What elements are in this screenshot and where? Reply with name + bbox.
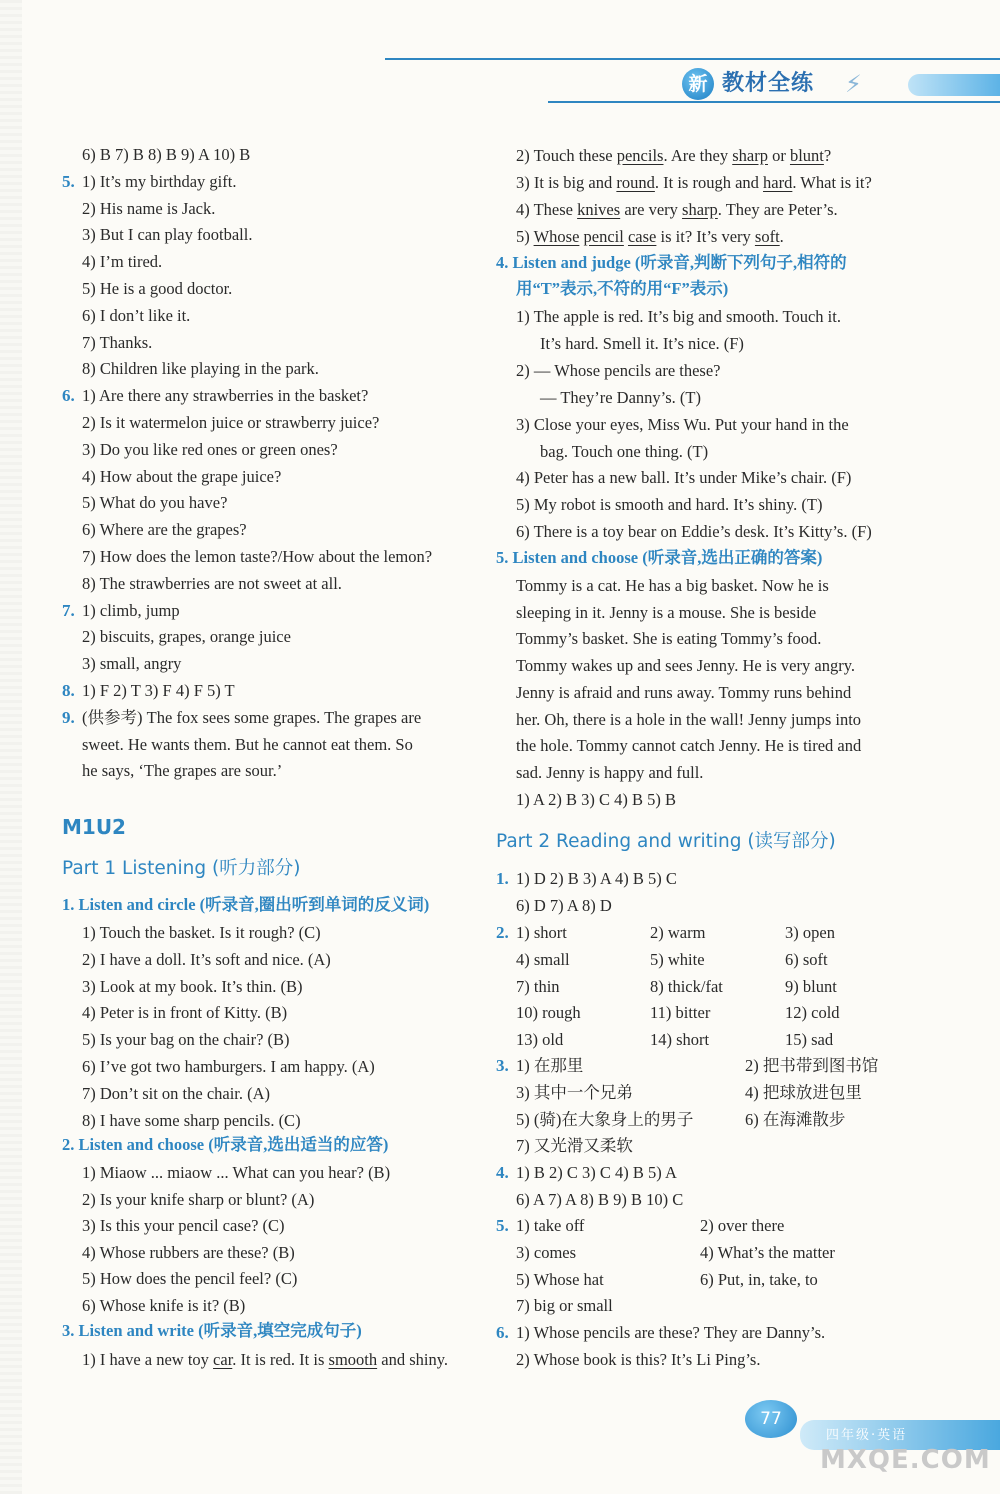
section-3-item-1: 1) I have a new toy car. It is red. It is smooth and shiny.: [82, 1350, 449, 1369]
answer-cell: 4) 把球放进包里: [745, 1082, 862, 1102]
list-item: 2) I have a doll. It’s soft and nice. (A): [82, 949, 331, 969]
question-number: 8.: [62, 681, 75, 700]
answer-line: 3) But I can play football.: [82, 225, 253, 245]
answer-cell: 15) sad: [785, 1030, 834, 1050]
answer-cell: 10) rough: [516, 1003, 581, 1023]
header-rule-bottom: [548, 101, 1000, 103]
section-3-heading: 3. Listen and write (听录音,填空完成句子): [62, 1321, 362, 1340]
list-item: 4) Peter has a new ball. It’s under Mike’s chair. (F): [516, 468, 852, 488]
lightning-icon: ⚡: [845, 70, 862, 98]
text-run: or: [767, 146, 790, 165]
answer-line: 1) F 2) T 3) F 4) F 5) T: [82, 681, 235, 700]
list-item: 5) Is your bag on the chair? (B): [82, 1030, 290, 1050]
filled-blank: hard: [763, 173, 793, 192]
text-run: . It is rough and: [654, 173, 764, 192]
answer-line: 7) Thanks.: [82, 332, 153, 352]
list-item: 3) Is this your pencil case? (C): [82, 1216, 285, 1236]
unit-heading: M1U2: [62, 815, 126, 839]
answer-line: 7) How does the lemon taste?/How about the lemon?: [82, 547, 433, 566]
passage-line: Jenny is afraid and runs away. Tommy runs behind: [516, 682, 852, 702]
question-number: 6.: [62, 386, 75, 406]
header-rule-top: [385, 58, 1000, 60]
answer-line: 6) D 7) A 8) D: [516, 895, 612, 915]
answer-line: [516, 173, 872, 193]
filled-blank: sharp: [732, 146, 768, 165]
answer-cell: 4) What’s the matter: [700, 1242, 835, 1262]
passage-line: 1) A 2) B 3) C 4) B 5) B: [516, 789, 676, 809]
answer-cell: 2) over there: [700, 1216, 785, 1235]
answer-cell: 2) warm: [650, 923, 706, 942]
answer-line: 1) D 2) B 3) A 4) B 5) C: [516, 869, 677, 888]
answer-cell: 13) old: [516, 1030, 564, 1050]
filled-blank: pencil: [583, 227, 624, 246]
question-number: 5.: [496, 1216, 509, 1235]
filled-blank: case: [627, 227, 657, 246]
watermark: MXQE.COM: [820, 1445, 991, 1475]
answer-line: 2) Is it watermelon juice or strawberry juice?: [82, 413, 380, 432]
text-run: are very: [620, 200, 683, 219]
filled-blank: Whose: [533, 227, 580, 246]
answer-cell: 3) comes: [516, 1242, 577, 1262]
answer-line: (供参考) The fox sees some grapes. The grapes are: [82, 707, 422, 727]
part2-heading: Part 2 Reading and writing (读写部分): [496, 831, 836, 852]
answer-cell: 3) open: [785, 923, 835, 942]
text-run: .: [779, 227, 784, 246]
footer-label: 四年级·英语: [826, 1428, 908, 1443]
book-title: 教材全练: [722, 71, 815, 96]
text-run: 5): [516, 227, 534, 246]
list-item: bag. Touch one thing. (T): [540, 441, 709, 461]
list-item: 1) The apple is red. It’s big and smooth. Touch it.: [516, 307, 841, 326]
page-number: 77: [745, 1400, 797, 1438]
answer-line: 6) A 7) A 8) B 9) B 10) C: [516, 1189, 684, 1209]
answer-line: he says, ‘The grapes are sour.’: [82, 761, 283, 781]
text-run: 2) Touch these: [516, 146, 617, 165]
question-number: 3.: [496, 1056, 509, 1075]
part1-heading: Part 1 Listening (听力部分): [62, 858, 301, 879]
list-item: 6) There is a toy bear on Eddie’s desk. It’s Kitty’s. (F): [516, 522, 872, 542]
answer-cell: 8) thick/fat: [650, 976, 723, 996]
list-item: 5) My robot is smooth and hard. It’s shiny. (T): [516, 495, 823, 515]
section-2-heading: 2. Listen and choose (听录音,选出适当的应答): [62, 1135, 389, 1154]
passage-line: sleeping in it. Jenny is a mouse. She is beside: [516, 602, 817, 622]
answer-cell: 2) 把书带到图书馆: [745, 1056, 879, 1075]
answer-line: 2) Whose book is this? It’s Li Ping’s.: [516, 1349, 761, 1369]
section-1-heading: 1. Listen and circle (听录音,圈出听到单词的反义词): [62, 895, 430, 914]
answer-cell: 5) white: [650, 949, 705, 969]
answer-line: 1) B 2) C 3) C 4) B 5) A: [516, 1163, 677, 1182]
answer-cell: 6) soft: [785, 949, 828, 969]
answer-line: [516, 200, 838, 220]
list-item: 6) Whose knife is it? (B): [82, 1296, 246, 1315]
answer-line: 1) Whose pencils are these? They are Danny’s.: [516, 1323, 826, 1342]
list-item: It’s hard. Smell it. It’s nice. (F): [540, 333, 744, 353]
answer-cell: 4) small: [516, 949, 570, 969]
answer-cell: 1) take off: [516, 1216, 585, 1235]
text-run: . What is it?: [792, 173, 872, 192]
answer-cell: 6) 在海滩散步: [745, 1109, 846, 1129]
list-item: 3) Close your eyes, Miss Wu. Put your hand in the: [516, 414, 849, 434]
text-run: 3) It is big and: [516, 173, 617, 192]
filled-blank: pencils: [616, 146, 664, 165]
list-item: 4) Whose rubbers are these? (B): [82, 1242, 295, 1262]
answer-cell: 7) thin: [516, 976, 560, 996]
answer-line: 5) He is a good doctor.: [82, 279, 233, 298]
answer-line: 1) Are there any strawberries in the basket?: [82, 386, 369, 406]
answer-line: 1) It’s my birthday gift.: [82, 171, 237, 191]
scan-edge: [0, 0, 22, 1494]
section-4-heading: 4. Listen and judge (听录音,判断下列句子,相符的: [496, 253, 847, 272]
header-ribbon: [908, 74, 1000, 96]
answer-line: 8) Children like playing in the park.: [82, 359, 319, 379]
list-item: 1) Miaow ... miaow ... What can you hear? (B): [82, 1163, 391, 1182]
answer-cell: 7) big or small: [516, 1296, 613, 1316]
question-number: 6.: [496, 1323, 509, 1342]
text-run: is it? It’s very: [656, 227, 755, 246]
section-4-heading-cont: 用“T”表示,不符的用“F”表示): [516, 279, 729, 298]
answer-cell: 9) blunt: [785, 976, 837, 996]
answer-line: 6) Where are the grapes?: [82, 520, 247, 540]
answer-cell: 6) Put, in, take, to: [700, 1269, 818, 1289]
answer-line: 8) The strawberries are not sweet at all.: [82, 573, 342, 593]
answer-cell: 5) (骑)在大象身上的男子: [516, 1109, 694, 1129]
list-item: 2) Is your knife sharp or blunt? (A): [82, 1189, 315, 1209]
question-number: 1.: [496, 869, 509, 888]
answer-line: [516, 227, 784, 247]
list-item: 7) Don’t sit on the chair. (A): [82, 1083, 271, 1103]
list-item: 3) Look at my book. It’s thin. (B): [82, 976, 303, 996]
answer-line: 2) His name is Jack.: [82, 198, 216, 218]
question-number: 5.: [62, 171, 75, 191]
list-item: 4) Peter is in front of Kitty. (B): [82, 1003, 288, 1023]
filled-blank: knives: [577, 200, 621, 219]
list-item: 1) Touch the basket. Is it rough? (C): [82, 923, 321, 942]
text-run: ?: [823, 146, 832, 165]
filled-blank: round: [616, 173, 655, 192]
answer-line: 4) How about the grape juice?: [82, 466, 282, 486]
list-item: 2) — Whose pencils are these?: [516, 360, 721, 380]
answer-line: sweet. He wants them. But he cannot eat them. So: [82, 734, 413, 754]
answer-cell: 5) Whose hat: [516, 1269, 604, 1289]
list-item: 8) I have some sharp pencils. (C): [82, 1110, 301, 1130]
question-number: 9.: [62, 707, 75, 727]
passage-line: Tommy wakes up and sees Jenny. He is very angry.: [516, 656, 855, 676]
text-run: . They are Peter’s.: [717, 200, 838, 219]
passage-line: Tommy’s basket. She is eating Tommy’s food.: [516, 629, 822, 649]
answer-line: 6) B 7) B 8) B 9) A 10) B: [82, 145, 251, 164]
answer-line: 3) Do you like red ones or green ones?: [82, 439, 338, 459]
text-run: 4) These: [516, 200, 578, 219]
passage-line: sad. Jenny is happy and full.: [516, 762, 704, 782]
question-number: 4.: [496, 1163, 509, 1182]
question-number: 2.: [496, 923, 509, 942]
list-item: 5) How does the pencil feel? (C): [82, 1269, 298, 1289]
section-5-heading: 5. Listen and choose (听录音,选出正确的答案): [496, 548, 823, 567]
passage-line: Tommy is a cat. He has a big basket. Now he is: [516, 576, 829, 595]
answer-cell: 14) short: [650, 1030, 710, 1050]
question-number: 7.: [62, 600, 75, 620]
passage-line: her. Oh, there is a hole in the wall! Jenny jumps into: [516, 709, 862, 729]
answer-line: 4) I’m tired.: [82, 252, 163, 272]
answer-cell: 11) bitter: [650, 1003, 711, 1023]
answer-cell: 1) short: [516, 923, 567, 942]
list-item: — They’re Danny’s. (T): [540, 387, 701, 407]
answer-line: 3) small, angry: [82, 654, 182, 674]
passage-line: the hole. Tommy cannot catch Jenny. He is tired and: [516, 736, 862, 756]
filled-blank: sharp: [682, 200, 718, 219]
list-item: 6) I’ve got two hamburgers. I am happy. (A): [82, 1057, 375, 1076]
filled-blank: blunt: [789, 146, 824, 165]
answer-cell: 3) 其中一个兄弟: [516, 1082, 633, 1102]
filled-blank: soft: [754, 227, 780, 246]
answer-cell: 1) 在那里: [516, 1056, 584, 1075]
logo-badge-icon: 新: [682, 68, 714, 100]
answer-line: 1) climb, jump: [82, 600, 180, 620]
answer-cell: 12) cold: [785, 1003, 840, 1023]
answer-cell: 7) 又光滑又柔软: [516, 1136, 633, 1156]
text-run: . Are they: [663, 146, 733, 165]
answer-line: 6) I don’t like it.: [82, 305, 191, 325]
answer-line: [516, 146, 831, 166]
answer-line: 5) What do you have?: [82, 493, 228, 513]
answer-line: 2) biscuits, grapes, orange juice: [82, 627, 291, 647]
